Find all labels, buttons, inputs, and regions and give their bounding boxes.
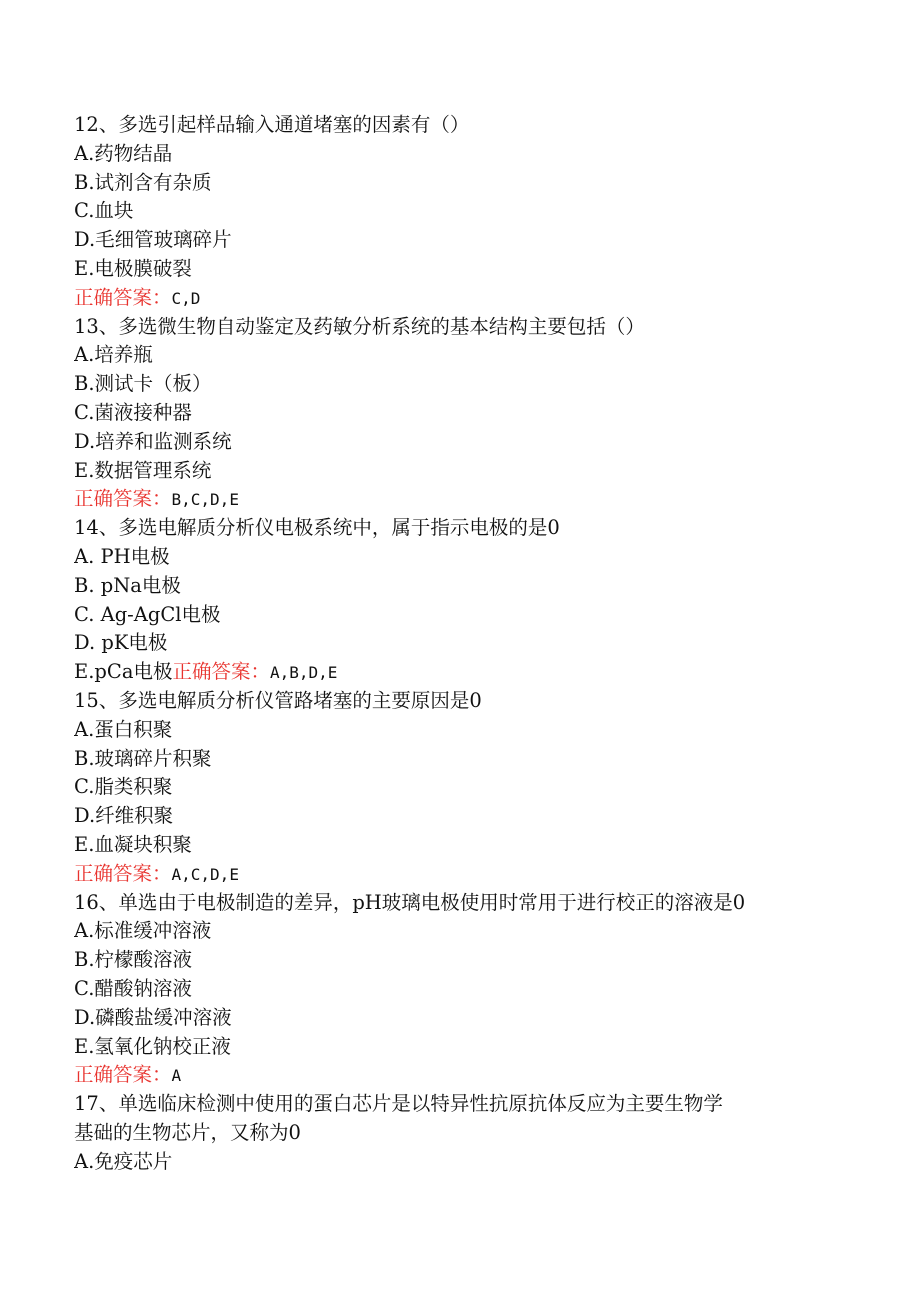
question-17-stem-line-2: 基础的生物芯片，又称为0 bbox=[74, 1120, 301, 1144]
question-16-stem: 16、单选由于电极制造的差异，pH玻璃电极使用时常用于进行校正的溶液是0 bbox=[74, 890, 746, 914]
question-15-option-b: B.玻璃碎片积聚 bbox=[74, 746, 212, 770]
question-16-option-a: A.标准缓冲溶液 bbox=[74, 919, 212, 943]
answer-label: 正确答案： bbox=[74, 285, 172, 309]
question-12-option-e: E.电极膜破裂 bbox=[74, 256, 192, 280]
answer-label: 正确答案： bbox=[74, 861, 172, 885]
question-13-option-a: A.培养瓶 bbox=[74, 343, 153, 367]
question-16-option-d: D.磷酸盐缓冲溶液 bbox=[74, 1005, 232, 1029]
question-17-option-a: A.免疫芯片 bbox=[74, 1149, 173, 1173]
question-15-stem: 15、多选电解质分析仪管路堵塞的主要原因是0 bbox=[74, 688, 482, 712]
question-12-option-d: D.毛细管玻璃碎片 bbox=[74, 228, 232, 252]
question-list bbox=[74, 111, 814, 1176]
question-14-option-c: C. Ag-AgCl电极 bbox=[74, 602, 221, 626]
question-12-option-b: B.试剂含有杂质 bbox=[74, 170, 212, 194]
question-14-option-e: E.pCa电极 bbox=[74, 660, 173, 684]
question-12-option-c: C.血块 bbox=[74, 199, 134, 223]
answer-value: C,D bbox=[171, 288, 201, 308]
question-13-answer bbox=[74, 485, 814, 514]
answer-label: 正确答案： bbox=[74, 1063, 172, 1087]
answer-value: A,C,D,E bbox=[171, 864, 239, 884]
question-14-option-a: A. PH电极 bbox=[74, 544, 170, 568]
answer-value: A bbox=[171, 1066, 182, 1086]
question-13-option-e: E.数据管理系统 bbox=[74, 458, 212, 482]
answer-label: 正确答案： bbox=[172, 660, 270, 684]
question-13-option-b: B.测试卡（板） bbox=[74, 372, 212, 396]
question-15-option-a: A.蛋白积聚 bbox=[74, 717, 173, 741]
question-15-option-d: D.纤维积聚 bbox=[74, 804, 174, 828]
question-16-option-b: B.柠檬酸溶液 bbox=[74, 948, 193, 972]
question-15-answer bbox=[74, 860, 814, 889]
question-12-stem: 12、多选引起样品输入通道堵塞的因素有（） bbox=[74, 113, 470, 136]
answer-value: A,B,D,E bbox=[269, 663, 338, 683]
question-15-option-c: C.脂类积聚 bbox=[74, 775, 173, 799]
question-16-option-c: C.醋酸钠溶液 bbox=[74, 976, 192, 1000]
question-16-answer bbox=[74, 1061, 814, 1090]
question-14-option-b: B. pNa电极 bbox=[74, 573, 181, 597]
question-14-option-e-and-answer bbox=[74, 658, 814, 687]
question-15-option-e: E.血凝块积聚 bbox=[74, 832, 192, 856]
question-13-option-d: D.培养和监测系统 bbox=[74, 429, 232, 453]
question-14-stem: 14、多选电解质分析仪电极系统中，属于指示电极的是0 bbox=[74, 516, 560, 540]
question-16-option-e: E.氢氧化钠校正液 bbox=[74, 1034, 231, 1058]
question-12-option-a: A.药物结晶 bbox=[74, 141, 173, 165]
question-14-option-d: D. pK电极 bbox=[74, 631, 168, 655]
answer-label: 正确答案： bbox=[74, 487, 172, 511]
question-12-answer bbox=[74, 284, 814, 313]
question-17-stem-line-1: 17、单选临床检测中使用的蛋白芯片是以特异性抗原抗体反应为主要生物学 bbox=[74, 1092, 723, 1116]
question-13-stem: 13、多选微生物自动鉴定及药敏分析系统的基本结构主要包括（） bbox=[74, 314, 645, 338]
question-13-option-c: C.菌液接种器 bbox=[74, 400, 192, 424]
answer-value: B,C,D,E bbox=[171, 490, 239, 510]
